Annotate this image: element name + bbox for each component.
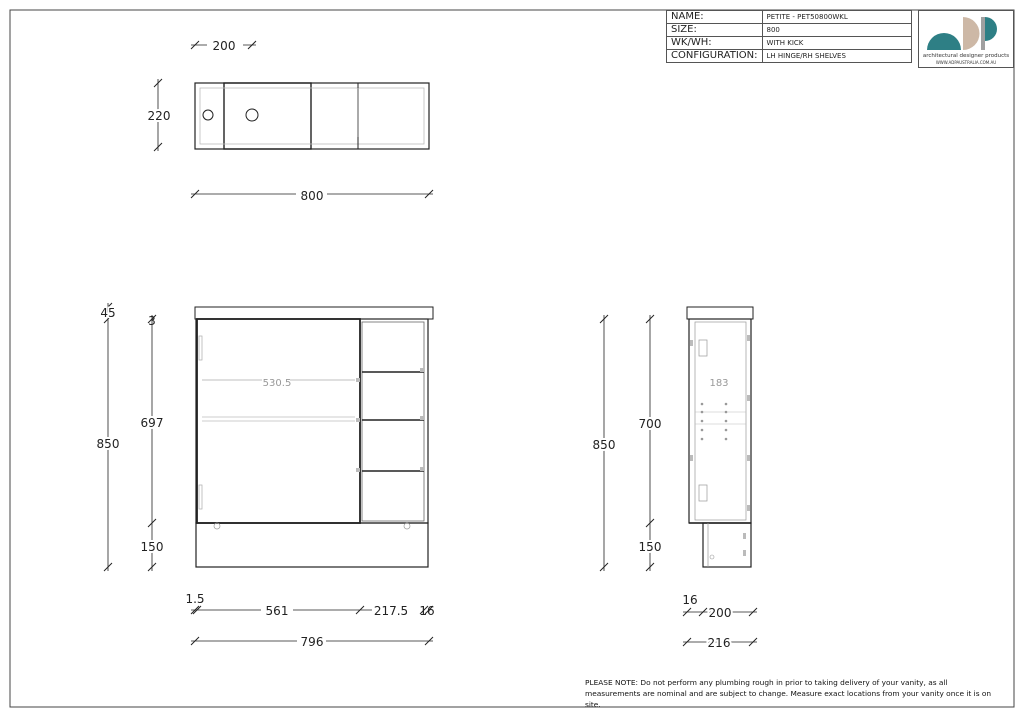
title-value-kick: WITH KICK xyxy=(762,37,912,50)
front-dim-45: 45 xyxy=(100,306,116,320)
title-row-size xyxy=(667,24,912,37)
front-dim-850: 850 xyxy=(96,437,120,451)
side-dim-700: 700 xyxy=(638,417,662,431)
plan-outline xyxy=(195,83,429,149)
side-dim-850: 850 xyxy=(592,438,616,452)
title-row-name xyxy=(667,11,912,24)
plan-inner-line xyxy=(200,88,424,144)
title-value-name: PETITE - PET50800WKL xyxy=(762,11,912,24)
front-dim-3: 3 xyxy=(148,314,156,328)
side-dim-183: 183 xyxy=(709,378,729,389)
front-dim-561: 561 xyxy=(265,604,289,618)
adp-logo-url: WWW.ADPAUSTRALIA.COM.AU xyxy=(935,60,997,65)
title-row-configuration xyxy=(667,50,912,63)
title-key-size: SIZE: xyxy=(667,24,763,37)
front-dim-1-5: 1.5 xyxy=(185,592,205,606)
plan-dim-220: 220 xyxy=(147,109,171,123)
plan-dim-200: 200 xyxy=(212,39,236,53)
side-top xyxy=(687,307,753,319)
title-key-kick: WK/WH: xyxy=(667,37,763,50)
front-view xyxy=(195,307,433,567)
front-dim-16: 16 xyxy=(419,604,435,618)
front-dim-530-5: 530.5 xyxy=(262,378,292,389)
front-dimensions xyxy=(104,303,433,645)
title-row-kick xyxy=(667,37,912,50)
title-value-size: 800 xyxy=(762,24,912,37)
side-dimensions xyxy=(600,315,757,646)
side-view xyxy=(687,307,753,567)
plan-dim-800: 800 xyxy=(300,189,324,203)
plan-dimensions xyxy=(154,41,433,198)
side-dim-216: 216 xyxy=(707,636,731,650)
side-dim-16: 16 xyxy=(682,593,698,607)
plan-view xyxy=(195,83,429,149)
plan-waste-hole xyxy=(246,109,258,121)
side-kick xyxy=(703,523,751,567)
front-top xyxy=(195,307,433,319)
side-hole-pattern xyxy=(701,403,728,441)
side-dim-150: 150 xyxy=(638,540,662,554)
front-kick xyxy=(196,523,428,567)
adp-logo xyxy=(918,10,1014,68)
plumbing-note: PLEASE NOTE: Do not perform any plumbing rough in prior to taking delivery of your vanity, as all measurements are nominal and are subject to change. Measure exact locations from your vanity once it is on site. xyxy=(585,678,992,709)
title-key-name: NAME: xyxy=(667,11,763,24)
front-dim-150: 150 xyxy=(140,540,164,554)
title-block xyxy=(666,10,1012,70)
front-dim-796: 796 xyxy=(300,635,324,649)
adp-logo-text: architectural designer products xyxy=(922,53,1010,59)
front-dim-697: 697 xyxy=(140,416,164,430)
front-dim-217-5: 217.5 xyxy=(373,604,409,618)
plan-basin xyxy=(224,83,311,149)
side-body xyxy=(689,319,751,523)
side-dim-200: 200 xyxy=(708,606,732,620)
adp-logo-mark xyxy=(919,13,1013,53)
title-block-table xyxy=(666,10,912,63)
front-shelf-unit xyxy=(362,322,424,521)
plan-tap-hole xyxy=(203,110,213,120)
title-key-configuration: CONFIGURATION: xyxy=(667,50,763,63)
title-value-configuration: LH HINGE/RH SHELVES xyxy=(762,50,912,63)
